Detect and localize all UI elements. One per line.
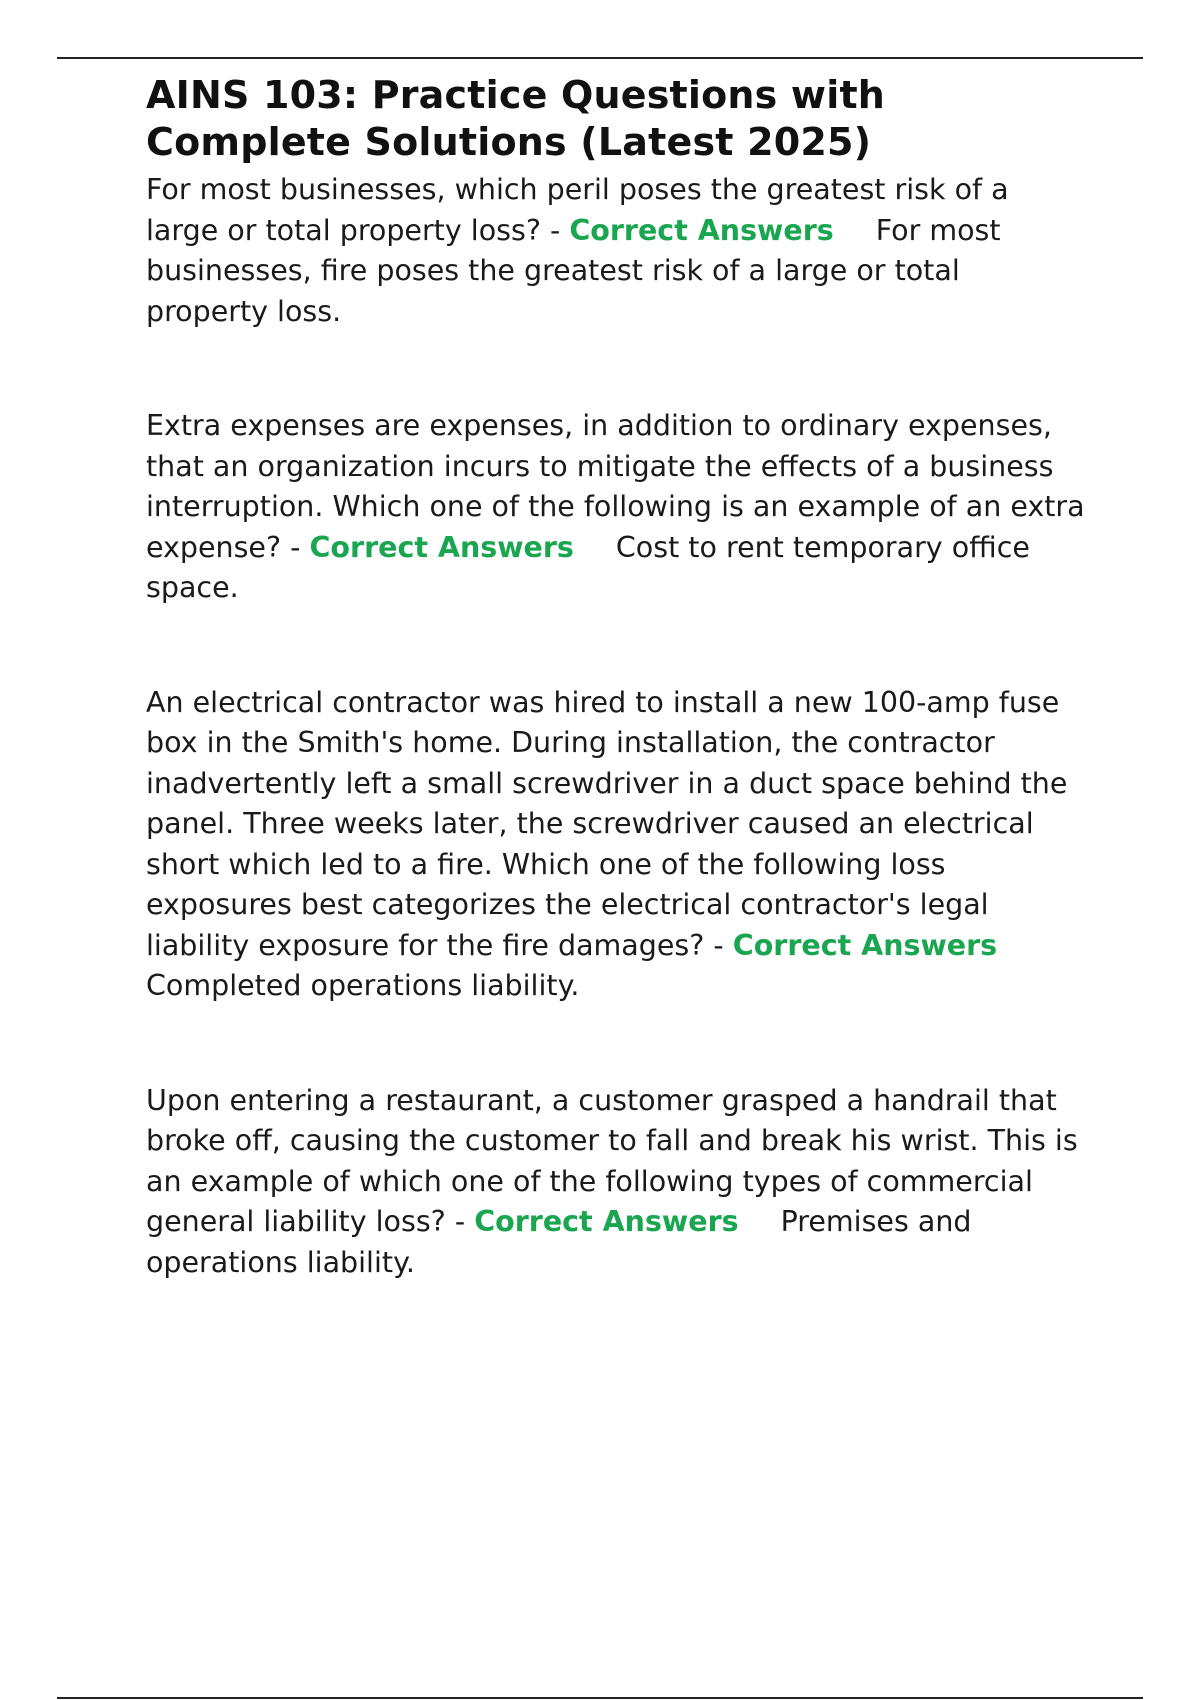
top-rule	[57, 57, 1143, 59]
qa-item	[146, 683, 1086, 1007]
answer-text: Completed operations liability.	[146, 969, 580, 1002]
question-text: For most businesses, which peril poses the greatest risk of a large or total property loss? -	[146, 173, 1009, 247]
correct-answers-label: Correct Answers	[474, 1205, 739, 1238]
correct-answers-label: Correct Answers	[732, 928, 998, 962]
document-title: AINS 103: Practice Questions with Complete Solutions (Latest 2025)	[146, 73, 886, 164]
qa-item	[146, 170, 1086, 332]
correct-answers-label: Correct Answers	[309, 530, 574, 564]
qa-item	[146, 1081, 1086, 1284]
document-body	[146, 72, 1086, 1283]
question-text: An electrical contractor was hired to install a new 100-amp fuse box in the Smith's home. During installation, the contractor inadvertently left a small screwdriver in a duct space behind the panel. Three weeks later, the screwdriver caused an electrical short which led to a fire. Which one of the following loss exposures best categorizes the electrical contractor's legal liability exposure for the fire damages? -	[146, 685, 1068, 962]
answer-text: Cost to rent temporary office space.	[146, 530, 1030, 604]
correct-answers-label: Correct Answers	[569, 213, 834, 247]
question-text: Extra expenses are expenses, in addition to ordinary expenses, that an organization incurs to mitigate the effects of a business interruption. Which one of the following is an example of an extra expense? -	[146, 409, 1085, 564]
question-text: Upon entering a restaurant, a customer grasped a handrail that broke off, causing the customer to fall and break his wrist. This is an example of which one of the following types of commercial general liability loss? -	[146, 1083, 1078, 1238]
qa-item	[146, 406, 1086, 609]
bottom-rule	[57, 1697, 1143, 1699]
answer-text: Premises and operations liability.	[146, 1205, 972, 1279]
answer-text: For most businesses, fire poses the greatest risk of a large or total property loss.	[146, 213, 1001, 328]
